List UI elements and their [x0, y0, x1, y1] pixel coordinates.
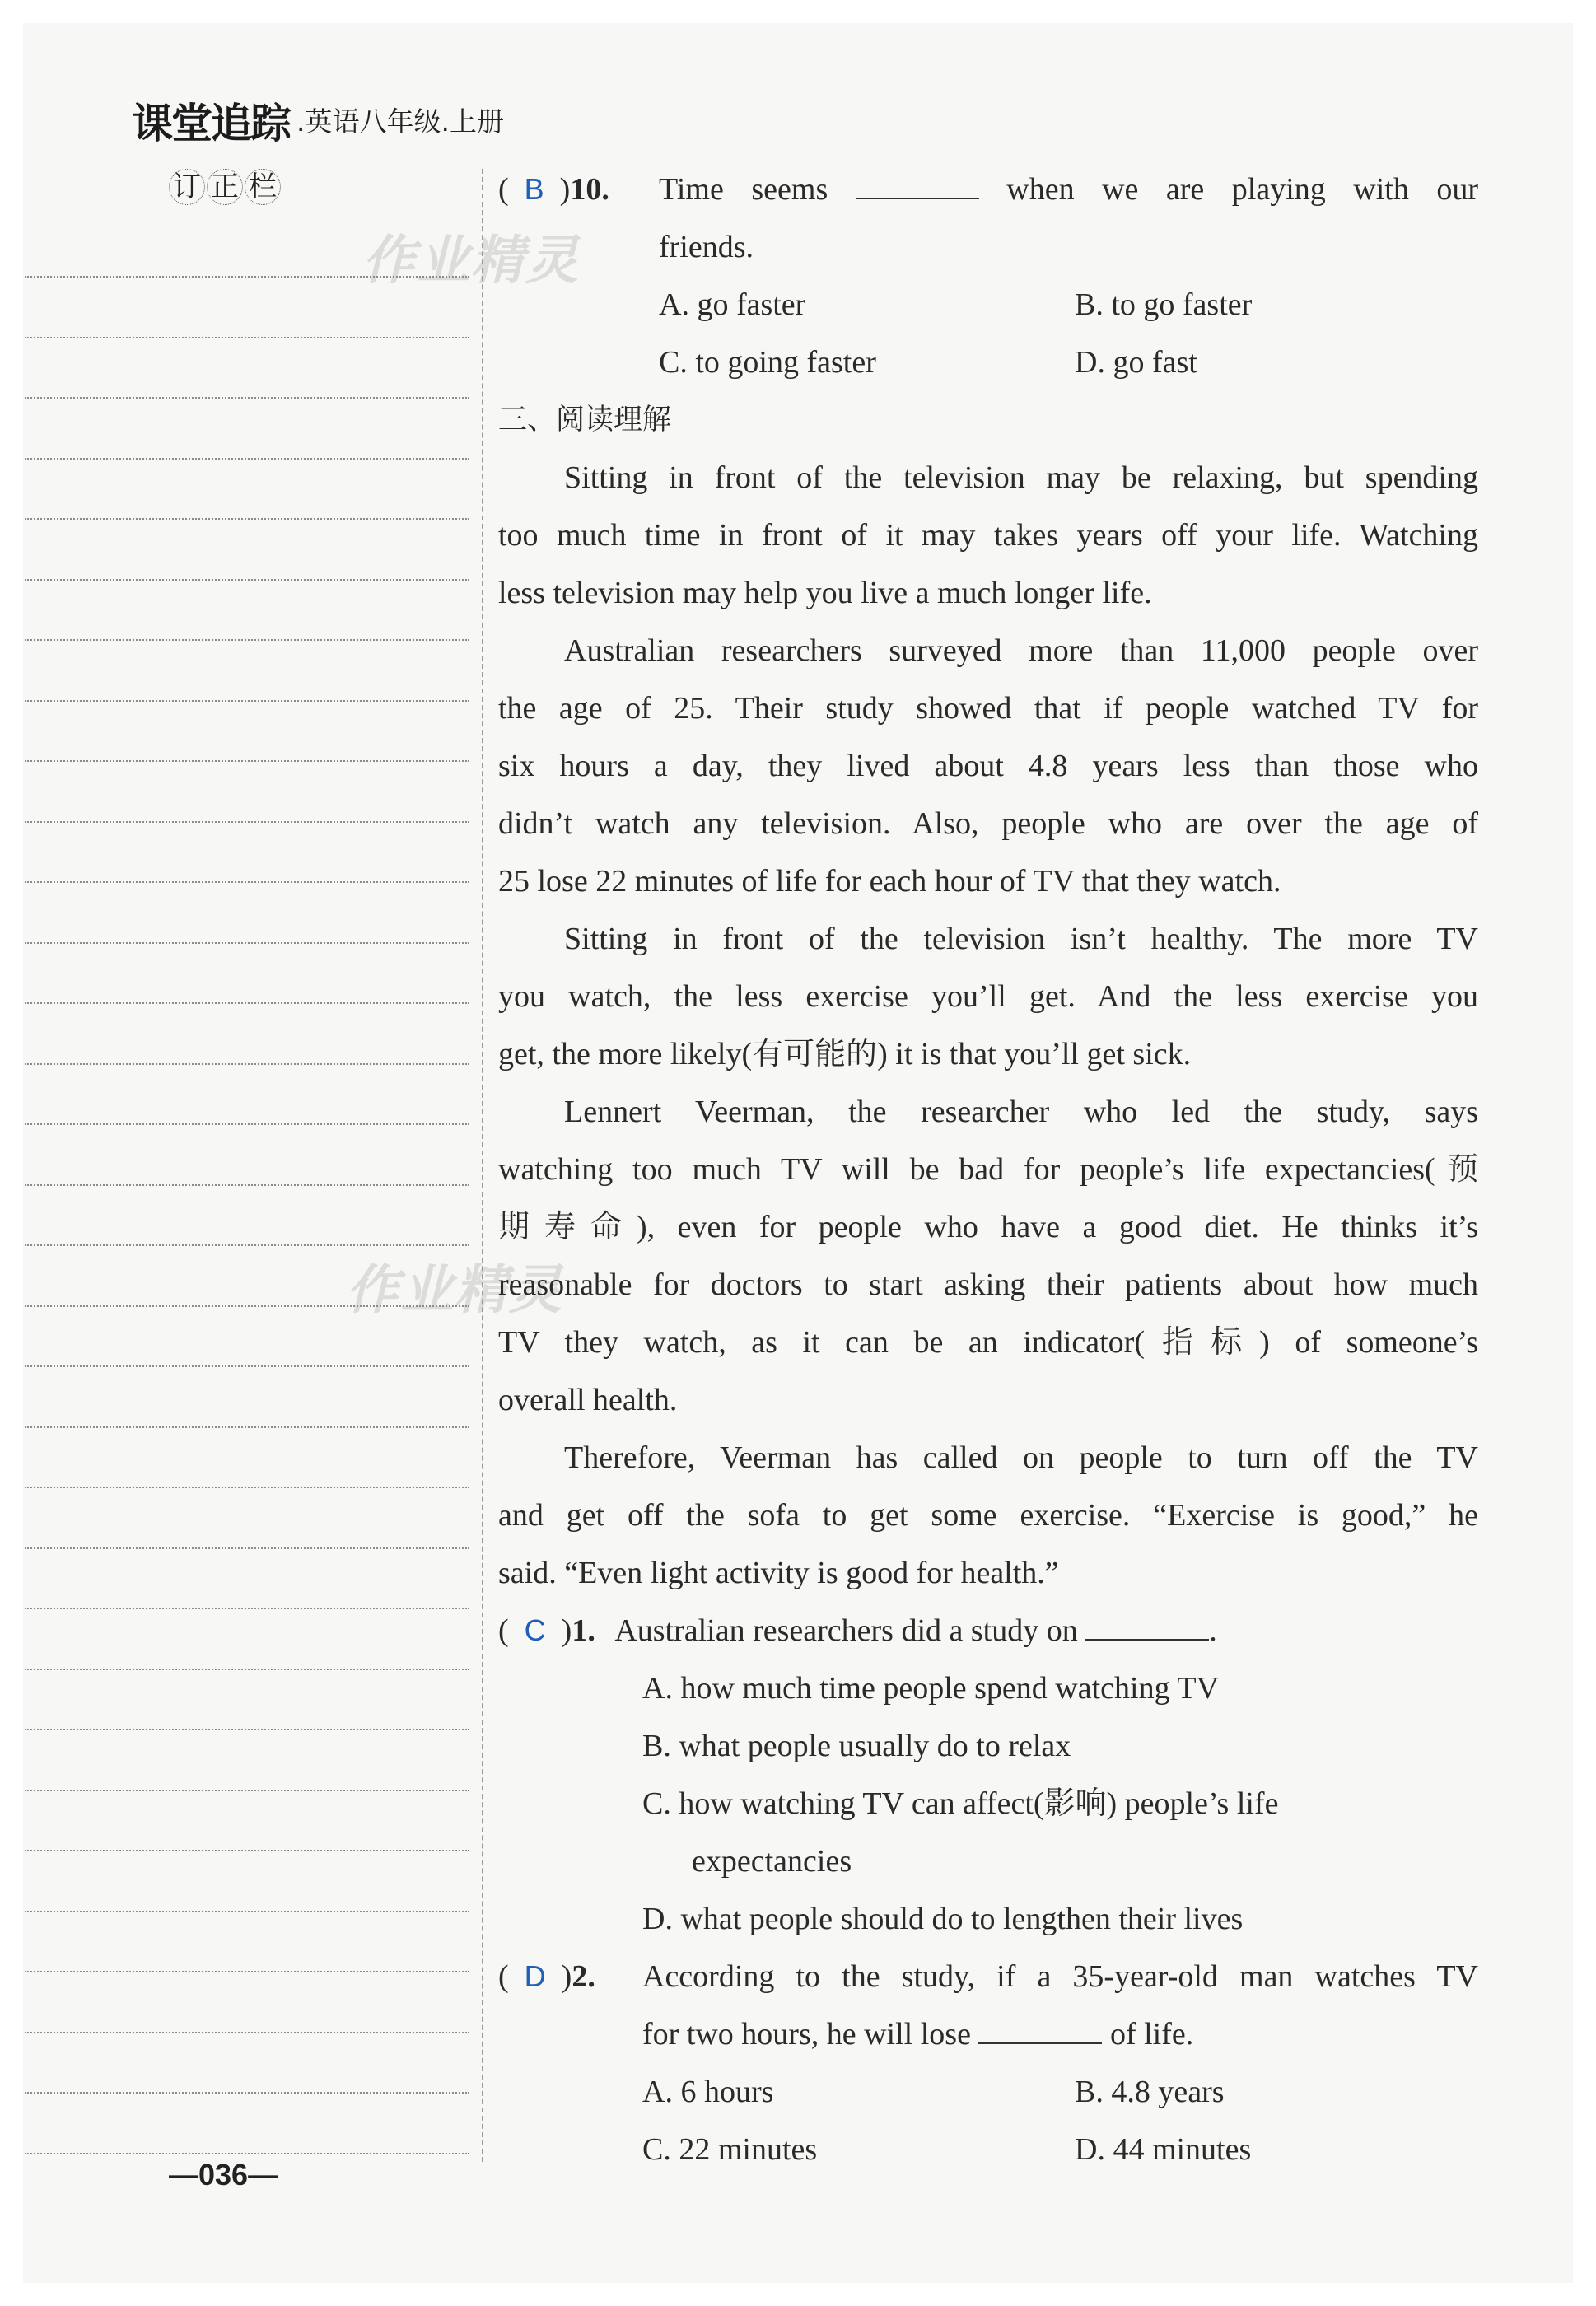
correction-line	[25, 1790, 469, 1791]
passage-line: TV they watch, as it can be an indicator(指标) of someone’s	[498, 1325, 1478, 1360]
question-number: 1.	[572, 1613, 595, 1648]
passage-line: Australian researchers surveyed more than 11,000 people over	[564, 633, 1478, 668]
question-1-stem: ( C )1. Australian researchers did a study on .	[498, 1613, 1217, 1648]
answer-blank	[856, 173, 979, 199]
option-b: B. what people usually do to relax	[642, 1729, 1071, 1763]
passage-line: didn’t watch any television. Also, people who are over the age of	[498, 806, 1478, 841]
option-b: B. to go faster	[1075, 287, 1253, 322]
correction-line	[25, 1487, 469, 1488]
correction-line	[25, 1850, 469, 1851]
passage-line: less television may help you live a much longer life.	[498, 576, 1152, 610]
passage-line: said. “Even light activity is good for health.”	[498, 1556, 1059, 1590]
option-d: D. 44 minutes	[1075, 2132, 1252, 2167]
page-number: —036—	[169, 2158, 278, 2192]
correction-line	[25, 518, 469, 520]
passage-line: overall health.	[498, 1383, 678, 1417]
question-2-line1: ( D )2. According to the study, if a 35-year-old man watches TV	[498, 1959, 1478, 1994]
correction-line	[25, 1184, 469, 1186]
option-a: A. go faster	[659, 287, 806, 322]
answer-mark: B	[524, 172, 544, 206]
question-number: 10.	[570, 172, 609, 207]
passage-line: Sitting in front of the television may be relaxing, but spending	[564, 460, 1478, 495]
question-10-line2: friends.	[659, 230, 754, 264]
option-d: D. what people should do to lengthen their lives	[642, 1902, 1244, 1936]
correction-line	[25, 1971, 469, 1972]
option-d: D. go fast	[1075, 345, 1197, 380]
correction-line	[25, 639, 469, 641]
correction-line	[25, 2153, 469, 2154]
option-c: C. to going faster	[659, 345, 876, 380]
correction-line	[25, 1063, 469, 1065]
correction-line	[25, 700, 469, 702]
passage-line: Therefore, Veerman has called on people to turn off the TV	[564, 1440, 1478, 1475]
passage-line: too much time in front of it may takes years off your life. Watching	[498, 518, 1478, 553]
correction-title-char: 订	[169, 169, 205, 205]
option-a: A. 6 hours	[642, 2075, 774, 2109]
correction-line	[25, 1729, 469, 1730]
passage-line: and get off the sofa to get some exercise. “Exercise is good,” he	[498, 1498, 1478, 1533]
answer-blank	[1085, 1614, 1209, 1641]
option-c: C. 22 minutes	[642, 2132, 818, 2167]
passage-line: six hours a day, they lived about 4.8 years less than those who	[498, 749, 1478, 783]
passage-line: Sitting in front of the television isn’t healthy. The more TV	[564, 922, 1478, 956]
passage-line: 期寿命), even for people who have a good diet. He thinks it’s	[498, 1210, 1478, 1244]
correction-line	[25, 397, 469, 399]
passage-line: 25 lose 22 minutes of life for each hour of TV that they watch.	[498, 864, 1281, 899]
correction-line	[25, 2032, 469, 2033]
correction-line	[25, 1547, 469, 1549]
answer-blank	[978, 2018, 1102, 2044]
correction-line	[25, 942, 469, 944]
section-title: 三、阅读理解	[498, 404, 672, 436]
correction-line	[25, 760, 469, 762]
question-2-line2: for two hours, he will lose of life.	[642, 2017, 1194, 2052]
column-divider	[482, 169, 483, 2162]
correction-line	[25, 1426, 469, 1428]
passage-line: you watch, the less exercise you’ll get. And the less exercise you	[498, 979, 1478, 1014]
option-b: B. 4.8 years	[1075, 2075, 1225, 2109]
book-subtitle: .英语八年级.上册	[296, 105, 504, 138]
watermark: 作业精灵	[362, 231, 580, 292]
correction-line	[25, 881, 469, 883]
option-c: C. how watching TV can affect(影响) people’s life	[642, 1786, 1279, 1821]
correction-line	[25, 821, 469, 823]
answer-mark: C	[524, 1613, 546, 1647]
book-logo: 课堂追踪	[132, 100, 290, 147]
correction-line	[25, 337, 469, 338]
passage-line: watching too much TV will be bad for people’s life expectancies(预	[498, 1152, 1478, 1187]
passage-line: reasonable for doctors to start asking their patients about how much	[498, 1267, 1478, 1302]
passage-line: the age of 25. Their study showed that if people watched TV for	[498, 691, 1478, 726]
correction-line	[25, 2092, 469, 2094]
answer-mark: D	[524, 1959, 546, 1993]
correction-line	[25, 1365, 469, 1367]
option-a: A. how much time people spend watching TV	[642, 1671, 1220, 1706]
correction-line	[25, 1002, 469, 1004]
passage-line: get, the more likely(有可能的) it is that you’ll get sick.	[498, 1037, 1192, 1071]
question-number: 2.	[572, 1959, 595, 1994]
correction-column-title	[169, 169, 282, 205]
watermark: 作业精灵	[346, 1260, 563, 1321]
correction-line	[25, 1669, 469, 1670]
correction-line	[25, 1244, 469, 1246]
option-c-continued: expectancies	[692, 1844, 852, 1879]
correction-line	[25, 1608, 469, 1609]
correction-line	[25, 1911, 469, 1912]
correction-line	[25, 458, 469, 460]
passage-line: Lennert Veerman, the researcher who led the study, says	[564, 1095, 1478, 1129]
correction-title-char: 栏	[245, 169, 281, 205]
correction-line	[25, 1123, 469, 1125]
correction-line	[25, 579, 469, 581]
question-10-line1: ( B )10. Time seems when we are playing with our	[498, 172, 1479, 207]
correction-title-char: 正	[207, 169, 243, 205]
